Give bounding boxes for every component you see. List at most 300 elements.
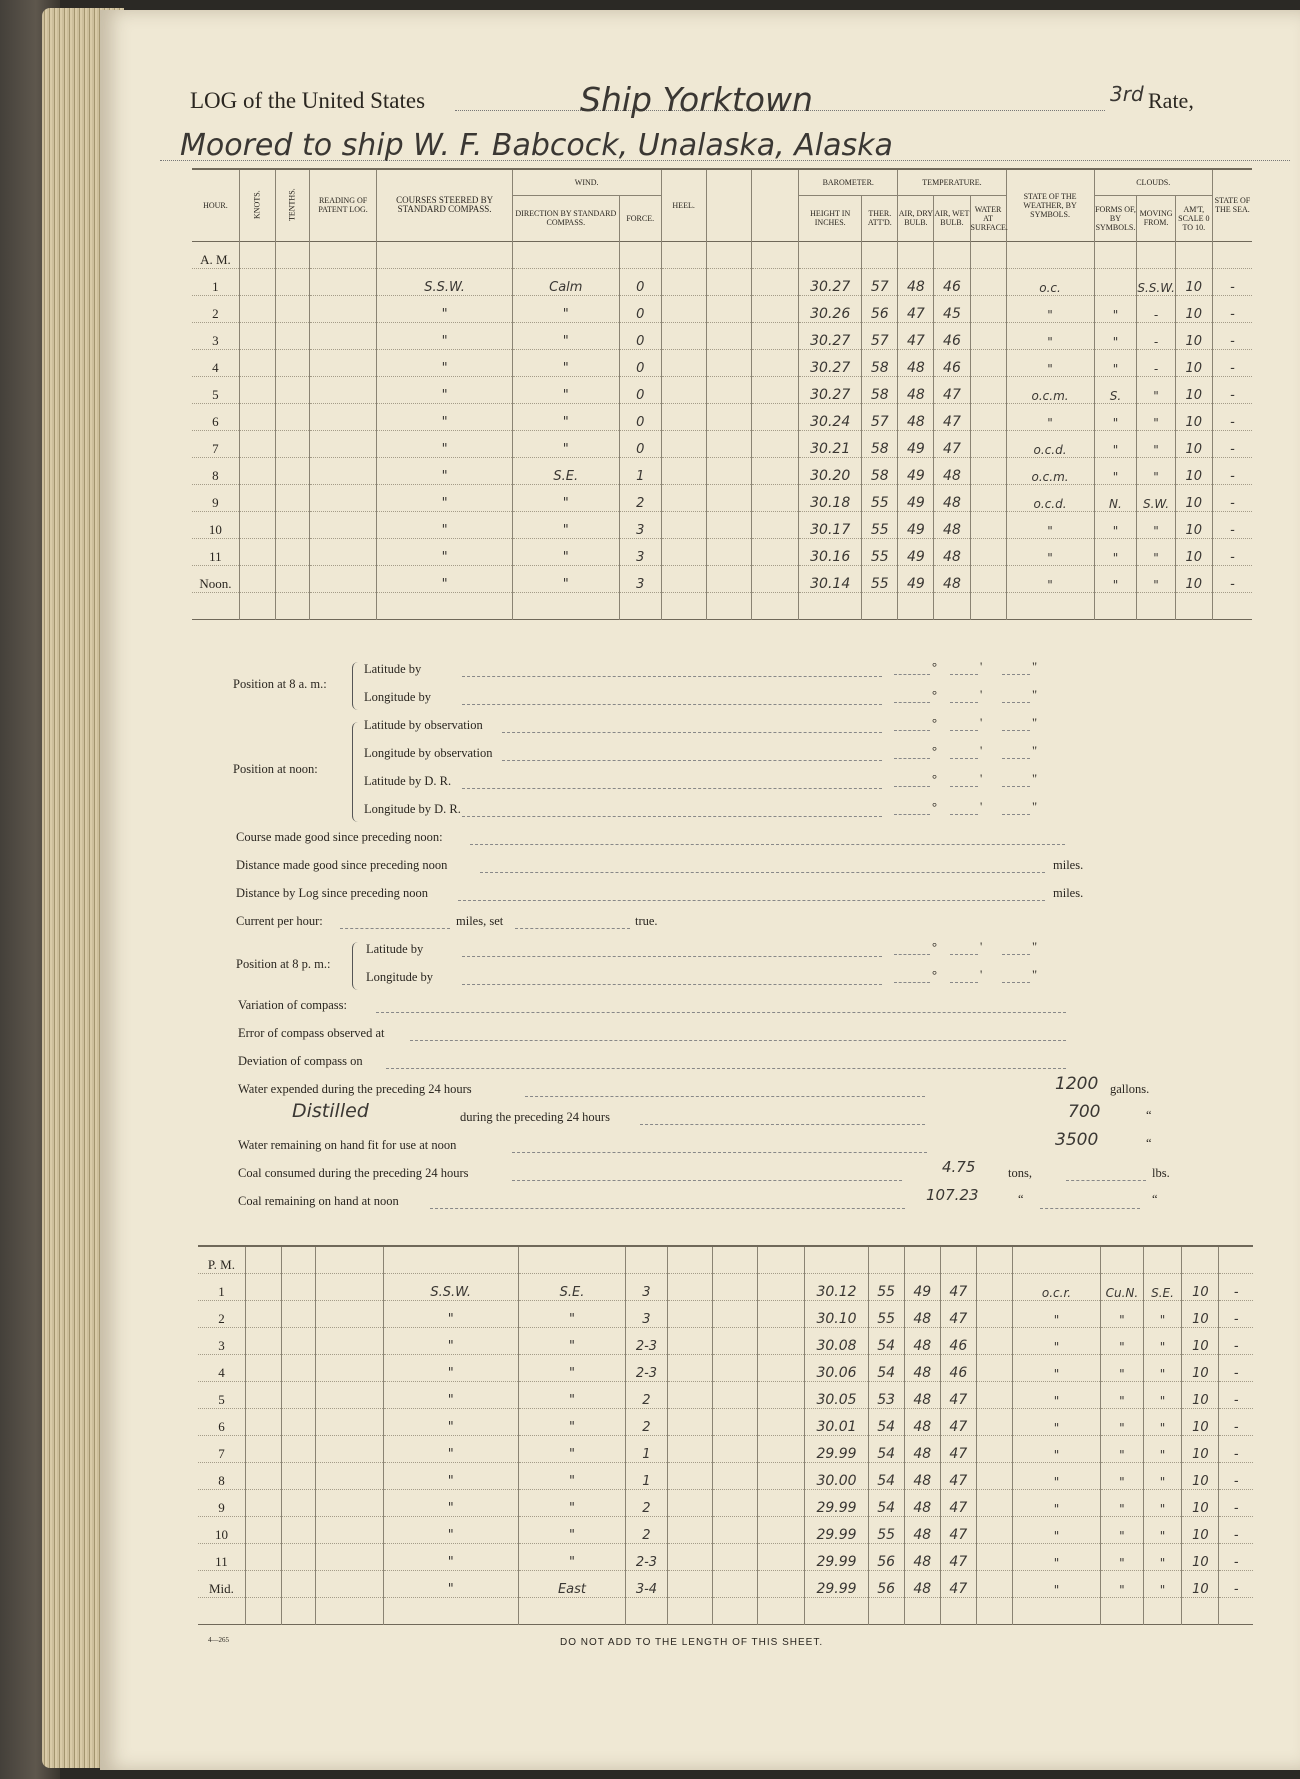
- water-during-label: during the preceding 24 hours: [460, 1110, 610, 1124]
- am-label: A. M.: [192, 242, 239, 269]
- cloud-forms-cell: ": [1100, 1301, 1143, 1328]
- table-row: [192, 269, 1252, 296]
- cloud-moving-cell: ": [1143, 1517, 1181, 1544]
- dry-bulb-cell: 49: [898, 458, 934, 485]
- wet-bulb-cell: 47: [940, 1517, 976, 1544]
- empty-cell: [245, 1274, 281, 1301]
- empty-cell: [309, 485, 377, 512]
- empty-cell: [976, 1274, 1012, 1301]
- weather-cell: ": [1012, 1436, 1100, 1463]
- empty-cell: [706, 431, 751, 458]
- wind-force-cell: 2: [626, 1490, 668, 1517]
- wind-direction-cell: ": [518, 1490, 625, 1517]
- fill-line: [512, 1152, 927, 1153]
- wet-bulb-cell: 46: [940, 1328, 976, 1355]
- empty-cell: [275, 458, 309, 485]
- table-row: [198, 1463, 1253, 1490]
- table-row: [192, 539, 1252, 566]
- cloud-moving-cell: ": [1143, 1355, 1181, 1382]
- sea-cell: -: [1219, 1463, 1253, 1490]
- wet-bulb-cell: 48: [934, 512, 970, 539]
- wet-bulb-cell: 47: [940, 1382, 976, 1409]
- sea-cell: -: [1212, 458, 1252, 485]
- empty-cell: [706, 269, 751, 296]
- cloud-moving-cell: S.S.W.: [1137, 269, 1175, 296]
- thermometer-cell: 54: [868, 1409, 904, 1436]
- cloud-amount-cell: 10: [1182, 1301, 1219, 1328]
- barometer-cell: 30.05: [805, 1382, 868, 1409]
- lat-dr-label: Latitude by D. R.: [364, 774, 452, 788]
- thermometer-cell: 57: [862, 323, 898, 350]
- cloud-moving-cell: ": [1143, 1301, 1181, 1328]
- table-row: [192, 377, 1252, 404]
- pm-table: [198, 1245, 1253, 1625]
- empty-cell: [315, 1274, 383, 1301]
- weather-cell: o.c.d.: [1006, 485, 1094, 512]
- water-kind: Distilled: [292, 1100, 369, 1122]
- cloud-forms-cell: ": [1094, 458, 1137, 485]
- empty-cell: [712, 1436, 757, 1463]
- empty-cell: [976, 1463, 1012, 1490]
- wet-bulb-cell: 47: [940, 1409, 976, 1436]
- degree-mark: °: [932, 968, 937, 982]
- weather-cell: o.c.: [1006, 269, 1094, 296]
- empty-cell: [239, 350, 275, 377]
- empty-cell: [281, 1436, 315, 1463]
- barometer-cell: 30.20: [799, 458, 862, 485]
- empty-cell: [239, 512, 275, 539]
- course-made-label: Course made good since preceding noon:: [236, 830, 443, 844]
- sea-cell: -: [1212, 350, 1252, 377]
- empty-cell: [706, 485, 751, 512]
- fill-line: [458, 900, 1045, 901]
- empty-cell: [970, 350, 1006, 377]
- dry-bulb-cell: 47: [898, 323, 934, 350]
- empty-cell: [315, 1490, 383, 1517]
- table-row: [192, 323, 1252, 350]
- cloud-amount-cell: 10: [1175, 350, 1212, 377]
- degree-mark: ": [1032, 800, 1038, 814]
- degree-mark: ": [1032, 744, 1038, 758]
- cloud-amount-cell: 10: [1175, 431, 1212, 458]
- fill-line: [1002, 814, 1030, 815]
- wet-bulb-cell: 48: [934, 539, 970, 566]
- empty-cell: [970, 566, 1006, 593]
- empty-cell: [758, 1328, 805, 1355]
- empty-cell: [758, 1355, 805, 1382]
- fill-line: [462, 704, 882, 705]
- wet-bulb-cell: 47: [934, 431, 970, 458]
- cloud-forms-cell: ": [1100, 1490, 1143, 1517]
- fill-line: [950, 786, 978, 787]
- cloud-moving-cell: -: [1137, 296, 1175, 323]
- weather-cell: ": [1012, 1544, 1100, 1571]
- table-row: [198, 1490, 1253, 1517]
- wind-direction-cell: ": [518, 1355, 625, 1382]
- wet-bulb-cell: 48: [934, 458, 970, 485]
- cloud-moving-cell: S.E.: [1143, 1274, 1181, 1301]
- empty-cell: [667, 1301, 712, 1328]
- empty-cell: [245, 1544, 281, 1571]
- empty-cell: [667, 1355, 712, 1382]
- fill-line: [1002, 954, 1030, 955]
- col-heel: HEEL.: [661, 169, 706, 241]
- empty-cell: [275, 539, 309, 566]
- sea-cell: -: [1212, 512, 1252, 539]
- fill-line: [950, 758, 978, 759]
- empty-cell: [661, 566, 706, 593]
- empty-cell: [758, 1490, 805, 1517]
- hour-cell: 9: [192, 485, 239, 512]
- coal-consumed-value: 4.75: [942, 1158, 976, 1176]
- weather-cell: ": [1012, 1517, 1100, 1544]
- cloud-moving-cell: ": [1137, 539, 1175, 566]
- table-row: [192, 512, 1252, 539]
- empty-cell: [976, 1328, 1012, 1355]
- weather-cell: ": [1006, 350, 1094, 377]
- empty-cell: [239, 377, 275, 404]
- variation-label: Variation of compass:: [238, 998, 348, 1012]
- cloud-moving-cell: ": [1137, 377, 1175, 404]
- empty-cell: [706, 404, 751, 431]
- empty-cell: [309, 350, 377, 377]
- barometer-cell: 30.27: [799, 350, 862, 377]
- cloud-forms-cell: ": [1100, 1436, 1143, 1463]
- degree-mark: ': [980, 968, 983, 982]
- thermometer-cell: 57: [862, 404, 898, 431]
- col-sea: STATE OF THE SEA.: [1214, 196, 1251, 215]
- wind-force-cell: 0: [619, 269, 661, 296]
- weather-cell: ": [1012, 1571, 1100, 1598]
- empty-cell: [239, 566, 275, 593]
- fill-line: [950, 982, 978, 983]
- wind-force-cell: 2: [619, 485, 661, 512]
- course-cell: ": [377, 404, 512, 431]
- wet-bulb-cell: 47: [934, 404, 970, 431]
- empty-cell: [275, 323, 309, 350]
- empty-cell: [281, 1301, 315, 1328]
- cloud-amount-cell: 10: [1182, 1490, 1219, 1517]
- col-weather: STATE OF THE WEATHER, BY SYMBOLS.: [1006, 169, 1094, 241]
- degree-mark: ": [1032, 968, 1038, 982]
- wind-force-cell: 2: [626, 1409, 668, 1436]
- empty-cell: [315, 1355, 383, 1382]
- wind-direction-cell: ": [512, 512, 619, 539]
- empty-cell: [758, 1436, 805, 1463]
- empty-cell: [245, 1382, 281, 1409]
- empty-cell: [661, 512, 706, 539]
- degree-mark: °: [932, 688, 937, 702]
- cloud-amount-cell: 10: [1182, 1436, 1219, 1463]
- dry-bulb-cell: 48: [904, 1436, 940, 1463]
- empty-cell: [751, 377, 798, 404]
- empty-cell: [712, 1274, 757, 1301]
- empty-cell: [758, 1409, 805, 1436]
- ship-rate-value: 3rd: [1110, 82, 1144, 106]
- error-label: Error of compass observed at: [238, 1026, 385, 1040]
- table-row: [198, 1409, 1253, 1436]
- col-courses: COURSES STEERED BY STANDARD COMPASS.: [377, 169, 512, 241]
- col-barometer: BAROMETER.: [799, 169, 898, 195]
- wind-direction-cell: ": [518, 1382, 625, 1409]
- hour-cell: 7: [192, 431, 239, 458]
- hour-cell: Noon.: [192, 566, 239, 593]
- empty-cell: [970, 431, 1006, 458]
- empty-cell: [706, 539, 751, 566]
- wind-direction-cell: East: [518, 1571, 625, 1598]
- sea-cell: -: [1212, 485, 1252, 512]
- empty-cell: [281, 1544, 315, 1571]
- weather-cell: ": [1006, 323, 1094, 350]
- fill-line: [1002, 758, 1030, 759]
- fill-line: [894, 702, 930, 703]
- thermometer-cell: 56: [862, 296, 898, 323]
- empty-cell: [712, 1544, 757, 1571]
- empty-cell: [315, 1328, 383, 1355]
- course-cell: ": [377, 431, 512, 458]
- cloud-moving-cell: -: [1137, 323, 1175, 350]
- barometer-cell: 30.24: [799, 404, 862, 431]
- table-row: [198, 1301, 1253, 1328]
- cloud-amount-cell: 10: [1182, 1382, 1219, 1409]
- hour-cell: 6: [198, 1409, 245, 1436]
- empty-cell: [667, 1274, 712, 1301]
- fill-line: [340, 928, 450, 929]
- empty-cell: [281, 1382, 315, 1409]
- degree-mark: ": [1032, 660, 1038, 674]
- col-water-surface: WATER AT SURFACE.: [970, 195, 1006, 241]
- thermometer-cell: 55: [868, 1517, 904, 1544]
- thermometer-cell: 55: [868, 1301, 904, 1328]
- empty-cell: [309, 269, 377, 296]
- brace: [352, 722, 358, 822]
- hour-cell: Mid.: [198, 1571, 245, 1598]
- wind-direction-cell: ": [518, 1463, 625, 1490]
- degree-mark: ": [1032, 772, 1038, 786]
- empty-cell: [309, 377, 377, 404]
- cloud-moving-cell: -: [1137, 350, 1175, 377]
- table-row: [198, 1436, 1253, 1463]
- degree-mark: ': [980, 716, 983, 730]
- course-cell: ": [383, 1463, 518, 1490]
- barometer-cell: 30.27: [799, 377, 862, 404]
- degree-mark: ': [980, 660, 983, 674]
- empty-cell: [661, 404, 706, 431]
- cloud-moving-cell: ": [1143, 1382, 1181, 1409]
- cloud-forms-cell: ": [1094, 512, 1137, 539]
- fill-line: [894, 786, 930, 787]
- weather-cell: ": [1012, 1355, 1100, 1382]
- fill-line: [462, 984, 882, 985]
- empty-cell: [758, 1571, 805, 1598]
- thermometer-cell: 55: [862, 485, 898, 512]
- wind-direction-cell: ": [518, 1301, 625, 1328]
- hour-cell: 1: [192, 269, 239, 296]
- position-8am-label: Position at 8 a. m.:: [233, 677, 327, 691]
- empty-cell: [706, 350, 751, 377]
- cloud-amount-cell: 10: [1175, 539, 1212, 566]
- empty-cell: [751, 512, 798, 539]
- empty-cell: [706, 377, 751, 404]
- empty-cell: [245, 1571, 281, 1598]
- col-wind: WIND.: [512, 169, 661, 195]
- col-blank-1: [706, 169, 751, 241]
- current-miles-label: miles, set: [456, 914, 504, 928]
- wind-force-cell: 0: [619, 431, 661, 458]
- empty-cell: [315, 1517, 383, 1544]
- cloud-amount-cell: 10: [1182, 1274, 1219, 1301]
- fill-line: [950, 814, 978, 815]
- thermometer-cell: 58: [862, 458, 898, 485]
- weather-cell: ": [1012, 1301, 1100, 1328]
- water-distilled-value: 700: [1068, 1102, 1101, 1122]
- course-cell: ": [377, 566, 512, 593]
- empty-cell: [751, 323, 798, 350]
- empty-cell: [976, 1382, 1012, 1409]
- wind-force-cell: 0: [619, 296, 661, 323]
- cloud-forms-cell: ": [1094, 296, 1137, 323]
- course-cell: ": [377, 350, 512, 377]
- barometer-cell: 30.00: [805, 1463, 868, 1490]
- hour-cell: 11: [192, 539, 239, 566]
- cloud-forms-cell: ": [1100, 1463, 1143, 1490]
- empty-cell: [275, 296, 309, 323]
- table-row: [192, 485, 1252, 512]
- empty-cell: [751, 566, 798, 593]
- cloud-forms-cell: ": [1100, 1382, 1143, 1409]
- wet-bulb-cell: 47: [940, 1490, 976, 1517]
- fill-line: [1002, 730, 1030, 731]
- empty-cell: [245, 1409, 281, 1436]
- dry-bulb-cell: 48: [904, 1301, 940, 1328]
- cloud-amount-cell: 10: [1182, 1544, 1219, 1571]
- wind-force-cell: 3: [619, 512, 661, 539]
- thermometer-cell: 54: [868, 1328, 904, 1355]
- wind-force-cell: 3: [626, 1301, 668, 1328]
- barometer-cell: 29.99: [805, 1436, 868, 1463]
- lon-by-8pm-label: Longitude by: [366, 970, 434, 984]
- empty-cell: [275, 512, 309, 539]
- empty-cell: [309, 431, 377, 458]
- fill-line: [502, 760, 882, 761]
- empty-cell: [976, 1544, 1012, 1571]
- empty-cell: [970, 458, 1006, 485]
- sea-cell: -: [1212, 323, 1252, 350]
- location-line: [160, 160, 1290, 161]
- wind-force-cell: 3: [619, 539, 661, 566]
- sea-cell: -: [1212, 539, 1252, 566]
- dry-bulb-cell: 48: [898, 350, 934, 377]
- cloud-moving-cell: ": [1137, 404, 1175, 431]
- weather-cell: ": [1012, 1382, 1100, 1409]
- fill-line: [376, 1012, 1066, 1013]
- dry-bulb-cell: 48: [904, 1544, 940, 1571]
- wind-force-cell: 1: [626, 1463, 668, 1490]
- cloud-amount-cell: 10: [1175, 404, 1212, 431]
- sea-cell: -: [1219, 1382, 1253, 1409]
- weather-cell: ": [1006, 404, 1094, 431]
- barometer-cell: 30.17: [799, 512, 862, 539]
- table-row: [192, 566, 1252, 593]
- fill-line: [1002, 786, 1030, 787]
- empty-cell: [315, 1382, 383, 1409]
- barometer-cell: 30.10: [805, 1301, 868, 1328]
- wind-force-cell: 2: [626, 1517, 668, 1544]
- empty-cell: [667, 1409, 712, 1436]
- col-blank-2: [751, 169, 798, 241]
- empty-cell: [309, 296, 377, 323]
- distance-made-label: Distance made good since preceding noon: [236, 858, 448, 872]
- hour-cell: 8: [198, 1463, 245, 1490]
- cloud-amount-cell: 10: [1182, 1517, 1219, 1544]
- empty-cell: [751, 431, 798, 458]
- log-title: LOG of the United States: [190, 88, 426, 113]
- sea-cell: -: [1212, 269, 1252, 296]
- cloud-forms-cell: ": [1100, 1571, 1143, 1598]
- ditto-mark-2: “: [1146, 1136, 1152, 1150]
- weather-cell: o.c.m.: [1006, 458, 1094, 485]
- empty-cell: [281, 1409, 315, 1436]
- current-label: Current per hour:: [236, 914, 323, 928]
- log-page: [100, 10, 1300, 1770]
- empty-cell: [970, 323, 1006, 350]
- barometer-cell: 30.14: [799, 566, 862, 593]
- empty-cell: [758, 1301, 805, 1328]
- degree-mark: °: [932, 940, 937, 954]
- thermometer-cell: 53: [868, 1382, 904, 1409]
- wet-bulb-cell: 48: [934, 485, 970, 512]
- wet-bulb-cell: 45: [934, 296, 970, 323]
- cloud-forms-cell: ": [1094, 350, 1137, 377]
- empty-cell: [245, 1490, 281, 1517]
- coal-remaining-value: 107.23: [926, 1186, 979, 1204]
- dry-bulb-cell: 49: [898, 566, 934, 593]
- barometer-cell: 29.99: [805, 1490, 868, 1517]
- empty-cell: [758, 1544, 805, 1571]
- am-header: [192, 168, 1252, 242]
- pm-label: P. M.: [198, 1246, 245, 1274]
- wind-force-cell: 1: [626, 1436, 668, 1463]
- coal-remaining-label: Coal remaining on hand at noon: [238, 1194, 399, 1208]
- barometer-cell: 30.12: [805, 1274, 868, 1301]
- empty-cell: [309, 404, 377, 431]
- col-wind-force: FORCE.: [619, 195, 661, 241]
- dry-bulb-cell: 48: [904, 1328, 940, 1355]
- empty-cell: [970, 539, 1006, 566]
- fill-line: [894, 730, 930, 731]
- fill-line: [894, 954, 930, 955]
- col-tenths: TENTHS.: [275, 169, 309, 241]
- col-cloud-forms: FORMS OF, BY SYMBOLS.: [1094, 195, 1137, 241]
- empty-cell: [275, 566, 309, 593]
- fill-line: [894, 982, 930, 983]
- lat-by-8pm-label: Latitude by: [366, 942, 424, 956]
- wind-direction-cell: ": [512, 296, 619, 323]
- barometer-cell: 30.26: [799, 296, 862, 323]
- empty-cell: [661, 485, 706, 512]
- sea-cell: -: [1212, 377, 1252, 404]
- empty-cell: [970, 485, 1006, 512]
- fill-line: [950, 730, 978, 731]
- brace: [352, 662, 358, 710]
- wet-bulb-cell: 47: [940, 1436, 976, 1463]
- wind-force-cell: 0: [619, 377, 661, 404]
- sea-cell: -: [1219, 1274, 1253, 1301]
- cloud-amount-cell: 10: [1175, 269, 1212, 296]
- course-cell: S.S.W.: [383, 1274, 518, 1301]
- degree-mark: ': [980, 744, 983, 758]
- empty-cell: [706, 458, 751, 485]
